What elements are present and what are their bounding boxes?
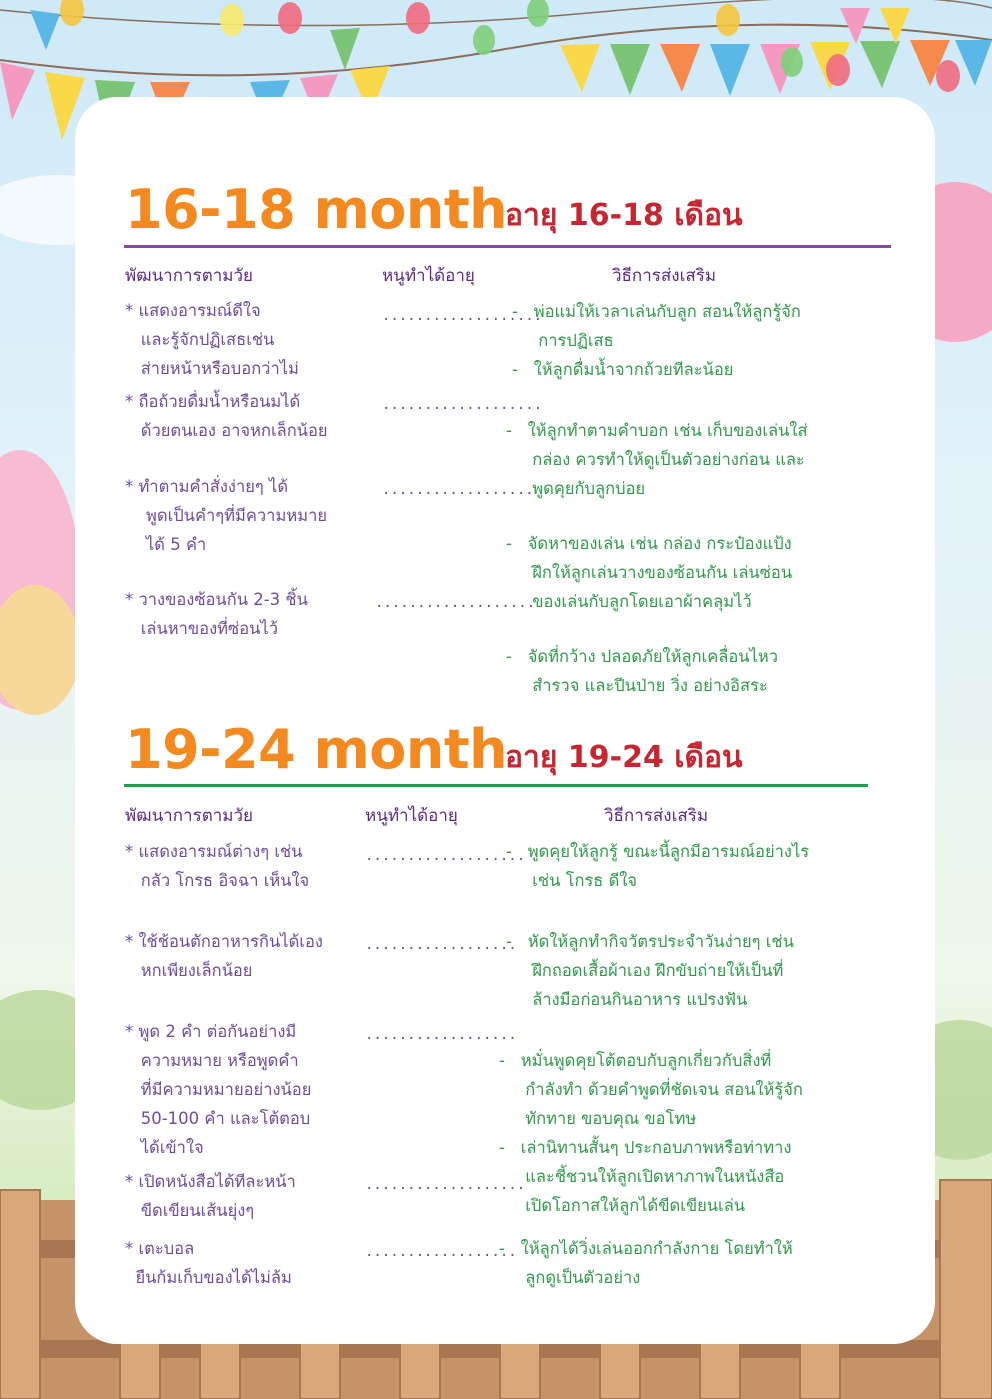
section-1-tip-3: - จัดหาของเล่น เช่น กล่อง กระป๋องแป้ง ฝึกให้ลูกเล่นวางของซ้อนกัน เล่นซ่อน ของเล่นกับลูกโดยเอาผ้าคลุมไว้ bbox=[506, 534, 793, 611]
section-1-divider bbox=[124, 245, 891, 248]
section-2-age-blank-5: .................. bbox=[365, 1244, 517, 1260]
section-2-tip-4: - ให้ลูกได้วิ่งเล่นออกกำลังกาย โดยทำให้ ลูกดูเป็นตัวอย่าง bbox=[499, 1239, 793, 1287]
section-2-tip-3: - หมั่นพูดคุยโต้ตอบกับลูกเกี่ยวกับสิ่งที่ กำลังทำ ด้วยคำพูดที่ชัดเจน สอนให้รู้จัก ทักทาย ขอบคุณ ขอโทษ - เล่านิทานสั้นๆ ประกอบภาพหรือท่าทาง และชี้ชวนให้ลูกเปิดหาภาพในหนังสือ เปิดโอกาสให้ลูกได้ขีดเขียนเล่น bbox=[499, 1051, 803, 1215]
section-2-title-th: อายุ 19-24 เดือน bbox=[505, 740, 743, 775]
section-2-age-blank-1: ................... bbox=[365, 848, 526, 864]
section-1-age-blank-1: ................... bbox=[382, 308, 543, 324]
section-1-tip-4: - จัดที่กว้าง ปลอดภัยให้ลูกเคลื่อนไหว สำรวจ และปีนป่าย วิ่ง อย่างอิสระ bbox=[506, 647, 778, 695]
section-1-tip-1: - พ่อแม่ให้เวลาเล่นกับลูก สอนให้ลูกรู้จัก การปฏิเสธ - ให้ลูกดื่มน้ำจากถ้วยทีละน้อย bbox=[512, 302, 801, 379]
section-2-item-1: * แสดงอารมณ์ต่างๆ เช่น กลัว โกรธ อิจฉา เห็นใจ bbox=[125, 842, 310, 890]
section-2-age-blank-3: .................. bbox=[365, 1027, 517, 1043]
section-1-item-3: * ทำตามคำสั่งง่ายๆ ได้ พูดเป็นคำๆที่มีความหมาย ได้ 5 คำ bbox=[125, 477, 328, 554]
section-2-header-age: หนูทำได้อายุ bbox=[365, 806, 458, 826]
section-2-divider bbox=[124, 784, 868, 787]
section-1-header-development: พัฒนาการตามวัย bbox=[125, 266, 253, 286]
section-1-header-tips: วิธีการส่งเสริม bbox=[612, 266, 717, 286]
section-1-age-blank-2: ................... bbox=[382, 397, 543, 413]
section-1-item-4: * วางของซ้อนกัน 2-3 ชิ้น เล่นหาของที่ซ่อนไว้ bbox=[125, 590, 308, 638]
section-1-header-age: หนูทำได้อายุ bbox=[382, 266, 475, 286]
section-2-age-blank-4: ................... bbox=[365, 1177, 526, 1193]
section-2-header-tips: วิธีการส่งเสริม bbox=[604, 806, 709, 826]
section-2-item-4: * เปิดหนังสือได้ทีละหน้า ขีดเขียนเส้นยุ่งๆ bbox=[125, 1172, 296, 1220]
section-2-title-en: 19-24 month bbox=[125, 718, 508, 781]
section-2-header-development: พัฒนาการตามวัย bbox=[125, 806, 253, 826]
section-1-tip-2: - ให้ลูกทำตามคำบอก เช่น เก็บของเล่นใส่ กล่อง ควรทำให้ดูเป็นตัวอย่างก่อน และ พูดคุยกับลูกบ่อย bbox=[506, 421, 808, 498]
section-2-tip-2: - หัดให้ลูกทำกิจวัตรประจำวันง่ายๆ เช่น ฝึกถอดเสื้อผ้าเอง ฝึกขับถ่ายให้เป็นที่ ล้างมือก่อนกินอาหาร แปรงฟัน bbox=[506, 932, 794, 1009]
section-1-age-blank-3: .................. bbox=[382, 482, 534, 498]
section-1-age-blank-4: ................... bbox=[375, 595, 536, 611]
section-2-item-3: * พูด 2 คำ ต่อกันอย่างมี ความหมาย หรือพูดคำ ที่มีความหมายอย่างน้อย 50-100 คำ และโต้ตอบ ได้เข้าใจ bbox=[125, 1022, 312, 1157]
section-1-title-th: อายุ 16-18 เดือน bbox=[505, 198, 743, 233]
section-1-title-en: 16-18 month bbox=[125, 178, 508, 241]
section-2-tip-1: - พูดคุยให้ลูกรู้ ขณะนี้ลูกมีอารมณ์อย่างไร เช่น โกรธ ดีใจ bbox=[506, 842, 810, 890]
section-2-item-2: * ใช้ช้อนตักอาหารกินได้เอง หกเพียงเล็กน้อย bbox=[125, 932, 323, 980]
section-1-item-1: * แสดงอารมณ์ดีใจ และรู้จักปฏิเสธเช่น ส่ายหน้าหรือบอกว่าไม่ bbox=[125, 301, 299, 378]
section-2-item-5: * เตะบอล ยืนก้มเก็บของได้ไม่ล้ม bbox=[125, 1239, 292, 1287]
section-2-age-blank-2: .................. bbox=[365, 937, 517, 953]
section-1-item-2: * ถือถ้วยดื่มน้ำหรือนมได้ ด้วยตนเอง อาจหกเล็กน้อย bbox=[125, 392, 328, 440]
